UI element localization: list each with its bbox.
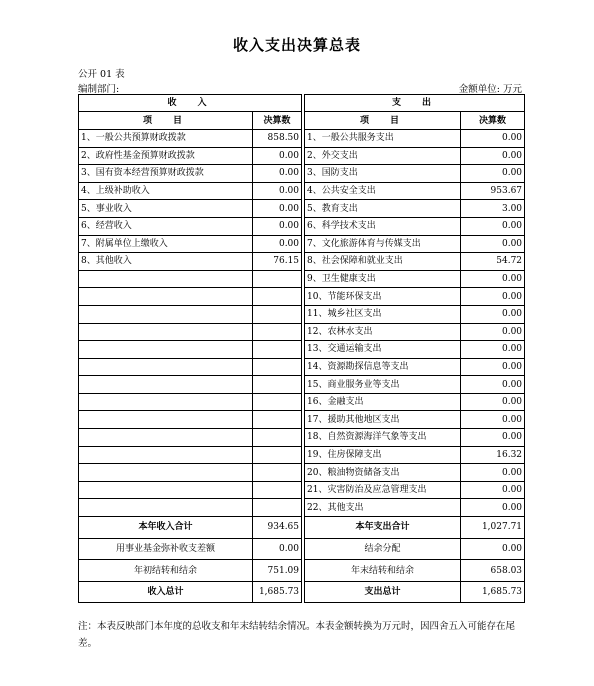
expense-amount: 0.00	[461, 288, 525, 306]
expense-amount: 0.00	[461, 270, 525, 288]
expense-amount: 0.00	[461, 129, 525, 147]
unit-label: 金额单位: 万元	[458, 84, 522, 95]
expense-item: 4、公共安全支出	[305, 182, 461, 200]
column-header-row	[79, 112, 525, 130]
expense-item: 6、科学技术支出	[305, 217, 461, 235]
income-expense-table	[78, 94, 525, 603]
expense-item: 22、其他支出	[305, 499, 461, 517]
form-number: 公开 01 表	[78, 69, 125, 80]
expense-summary-amount: 1,027.71	[461, 517, 525, 539]
expense-item: 13、交通运输支出	[305, 341, 461, 359]
expense-amount: 0.00	[461, 341, 525, 359]
income-amount: 0.00	[253, 182, 302, 200]
income-item	[79, 323, 253, 341]
table-row	[79, 464, 525, 482]
expense-item-header: 项 目	[305, 112, 461, 130]
income-amount	[253, 411, 302, 429]
table-row	[79, 235, 525, 253]
income-item	[79, 499, 253, 517]
expense-header: 支 出	[305, 95, 525, 112]
table-row	[79, 323, 525, 341]
expense-amount: 54.72	[461, 253, 525, 271]
income-amount: 0.00	[253, 235, 302, 253]
income-summary-label: 收入总计	[79, 581, 253, 603]
income-amount	[253, 499, 302, 517]
table-row	[79, 165, 525, 183]
expense-amount: 0.00	[461, 499, 525, 517]
income-item: 5、事业收入	[79, 200, 253, 218]
expense-summary-amount: 0.00	[461, 538, 525, 560]
table-row	[79, 411, 525, 429]
expense-amount: 16.32	[461, 446, 525, 464]
income-amount	[253, 358, 302, 376]
income-amount	[253, 429, 302, 447]
expense-amount: 0.00	[461, 481, 525, 499]
income-item: 8、其他收入	[79, 253, 253, 271]
income-item: 1、一般公共预算财政拨款	[79, 129, 253, 147]
income-amount	[253, 305, 302, 323]
table-row	[79, 358, 525, 376]
income-item	[79, 341, 253, 359]
income-amount	[253, 270, 302, 288]
expense-amount: 0.00	[461, 429, 525, 447]
expense-amount: 0.00	[461, 464, 525, 482]
expense-summary-label: 支出总计	[305, 581, 461, 603]
table-row	[79, 182, 525, 200]
expense-item: 15、商业服务业等支出	[305, 376, 461, 394]
expense-amount: 0.00	[461, 147, 525, 165]
income-item: 3、国有资本经营预算财政拨款	[79, 165, 253, 183]
table-row	[79, 341, 525, 359]
expense-amount: 0.00	[461, 323, 525, 341]
income-amount	[253, 464, 302, 482]
expense-item: 3、国防支出	[305, 165, 461, 183]
expense-item: 1、一般公共服务支出	[305, 129, 461, 147]
income-amount	[253, 323, 302, 341]
expense-amount: 0.00	[461, 165, 525, 183]
expense-amount: 0.00	[461, 411, 525, 429]
income-item: 6、经营收入	[79, 217, 253, 235]
income-item	[79, 429, 253, 447]
income-summary-label: 用事业基金弥补收支差额	[79, 538, 253, 560]
summary-row	[79, 560, 525, 582]
income-summary-amount: 0.00	[253, 538, 302, 560]
expense-item: 2、外交支出	[305, 147, 461, 165]
table-row	[79, 499, 525, 517]
income-item	[79, 288, 253, 306]
table-row	[79, 147, 525, 165]
expense-item: 8、社会保障和就业支出	[305, 253, 461, 271]
table-row	[79, 376, 525, 394]
dept-label: 编制部门:	[78, 84, 120, 95]
expense-item: 18、自然资源海洋气象等支出	[305, 429, 461, 447]
expense-item: 19、住房保障支出	[305, 446, 461, 464]
income-item	[79, 464, 253, 482]
income-item	[79, 358, 253, 376]
summary-row	[79, 538, 525, 560]
table-row	[79, 446, 525, 464]
table-row	[79, 217, 525, 235]
summary-row	[79, 581, 525, 603]
expense-item: 11、城乡社区支出	[305, 305, 461, 323]
expense-summary-amount: 658.03	[461, 560, 525, 582]
expense-item: 9、卫生健康支出	[305, 270, 461, 288]
expense-item: 5、教育支出	[305, 200, 461, 218]
expense-item: 12、农林水支出	[305, 323, 461, 341]
table-row	[79, 253, 525, 271]
income-summary-amount: 1,685.73	[253, 581, 302, 603]
table-row	[79, 393, 525, 411]
income-amount	[253, 393, 302, 411]
income-summary-label: 年初结转和结余	[79, 560, 253, 582]
income-item	[79, 270, 253, 288]
expense-item: 16、金融支出	[305, 393, 461, 411]
table-row	[79, 270, 525, 288]
income-item: 4、上级补助收入	[79, 182, 253, 200]
income-amount	[253, 376, 302, 394]
income-item: 2、政府性基金预算财政拨款	[79, 147, 253, 165]
expense-amount: 0.00	[461, 235, 525, 253]
income-amount	[253, 481, 302, 499]
income-amount	[253, 446, 302, 464]
table-row	[79, 200, 525, 218]
table-row	[79, 481, 525, 499]
income-header: 收 入	[79, 95, 302, 112]
summary-row	[79, 517, 525, 539]
income-amount	[253, 341, 302, 359]
income-item	[79, 411, 253, 429]
section-header-row	[79, 95, 525, 112]
expense-item: 14、资源勘探信息等支出	[305, 358, 461, 376]
income-item	[79, 376, 253, 394]
table-row	[79, 129, 525, 147]
page-title: 收入支出决算总表	[232, 36, 361, 54]
expense-summary-label: 年末结转和结余	[305, 560, 461, 582]
table-row	[79, 429, 525, 447]
expense-item: 21、灾害防治及应急管理支出	[305, 481, 461, 499]
income-item	[79, 481, 253, 499]
income-item	[79, 446, 253, 464]
expense-amount: 0.00	[461, 376, 525, 394]
income-item	[79, 305, 253, 323]
income-summary-label: 本年收入合计	[79, 517, 253, 539]
income-summary-amount: 934.65	[253, 517, 302, 539]
table-row	[79, 305, 525, 323]
expense-item: 20、粮油物资储备支出	[305, 464, 461, 482]
expense-summary-amount: 1,685.73	[461, 581, 525, 603]
income-item-header: 项 目	[79, 112, 253, 130]
income-amount: 0.00	[253, 200, 302, 218]
income-amount: 0.00	[253, 217, 302, 235]
expense-amount: 0.00	[461, 217, 525, 235]
income-summary-amount: 751.09	[253, 560, 302, 582]
income-amount: 858.50	[253, 129, 302, 147]
expense-amount: 3.00	[461, 200, 525, 218]
income-amount	[253, 288, 302, 306]
expense-amount: 953.67	[461, 182, 525, 200]
expense-amount: 0.00	[461, 305, 525, 323]
income-amount: 0.00	[253, 165, 302, 183]
income-amount-header: 决算数	[253, 112, 302, 130]
expense-summary-label: 结余分配	[305, 538, 461, 560]
footnote: 注：本表反映部门本年度的总收支和年末结转结余情况。本表金额转换为万元时，因四舍五入可能存在尾差。	[78, 621, 516, 649]
income-item: 7、附属单位上缴收入	[79, 235, 253, 253]
income-item	[79, 393, 253, 411]
expense-item: 17、援助其他地区支出	[305, 411, 461, 429]
expense-amount: 0.00	[461, 358, 525, 376]
table-row	[79, 288, 525, 306]
income-amount: 0.00	[253, 147, 302, 165]
income-amount: 76.15	[253, 253, 302, 271]
expense-summary-label: 本年支出合计	[305, 517, 461, 539]
expense-item: 7、文化旅游体育与传媒支出	[305, 235, 461, 253]
expense-item: 10、节能环保支出	[305, 288, 461, 306]
expense-amount-header: 决算数	[461, 112, 525, 130]
expense-amount: 0.00	[461, 393, 525, 411]
